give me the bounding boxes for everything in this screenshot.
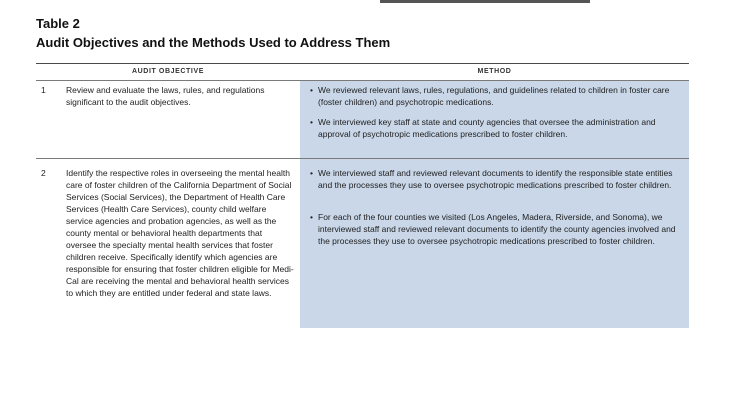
method-item-row-1-2: We interviewed key staff at state and county agencies that oversee the administration and approval of psychotropic medications prescribed to foster children.	[318, 117, 656, 139]
bullet-icon: •	[310, 168, 313, 178]
method-item-row-2-1: We interviewed staff and reviewed relevant documents to identify the responsible state entities and the processes they use to oversee psychotropic medications prescribed to foster children.	[318, 168, 673, 190]
bullet-icon: •	[310, 212, 313, 222]
bullet-icon: •	[310, 85, 313, 95]
header-top-rule	[36, 63, 689, 64]
row-number: 1	[41, 85, 46, 95]
cropped-text-fragment	[380, 0, 590, 3]
method-item-row-2-2: For each of the four counties we visited (Los Angeles, Madera, Riverside, and Sonoma), we interviewed staff and reviewed relevant documents to identify the county agencies involved and the processes they use to oversee psychotropic medications prescribed to foster children.	[318, 212, 676, 246]
objective-text-row-2: Identify the respective roles in overseeing the mental health care of foster children of the California Department of Social Services (Social Services), the Department of Health Care Services (Health Care Services), county child welfare service agencies and probation agencies, as well as the county mental or behavioral health departments that oversee the specialty mental health services that foster children receive. Specifically identify which agencies are responsible for ensuring that foster children eligible for Medi-Cal are receiving the mental and behavioral health services to which they are entitled under federal and state laws.	[66, 168, 294, 298]
column-header-method: METHOD	[477, 68, 512, 75]
row-number: 2	[41, 168, 46, 178]
method-item-row-1-1: We reviewed relevant laws, rules, regulations, and guidelines related to children in foster care (foster children) and psychotropic medications.	[318, 85, 670, 107]
objective-text-row-1: Review and evaluate the laws, rules, and regulations significant to the audit objectives.	[66, 85, 265, 107]
bullet-icon: •	[310, 117, 313, 127]
table-caption: Audit Objectives and the Methods Used to Address Them	[36, 35, 391, 50]
table-number: Table 2	[36, 16, 80, 31]
column-header-audit-objective: AUDIT OBJECTIVE	[131, 68, 204, 75]
